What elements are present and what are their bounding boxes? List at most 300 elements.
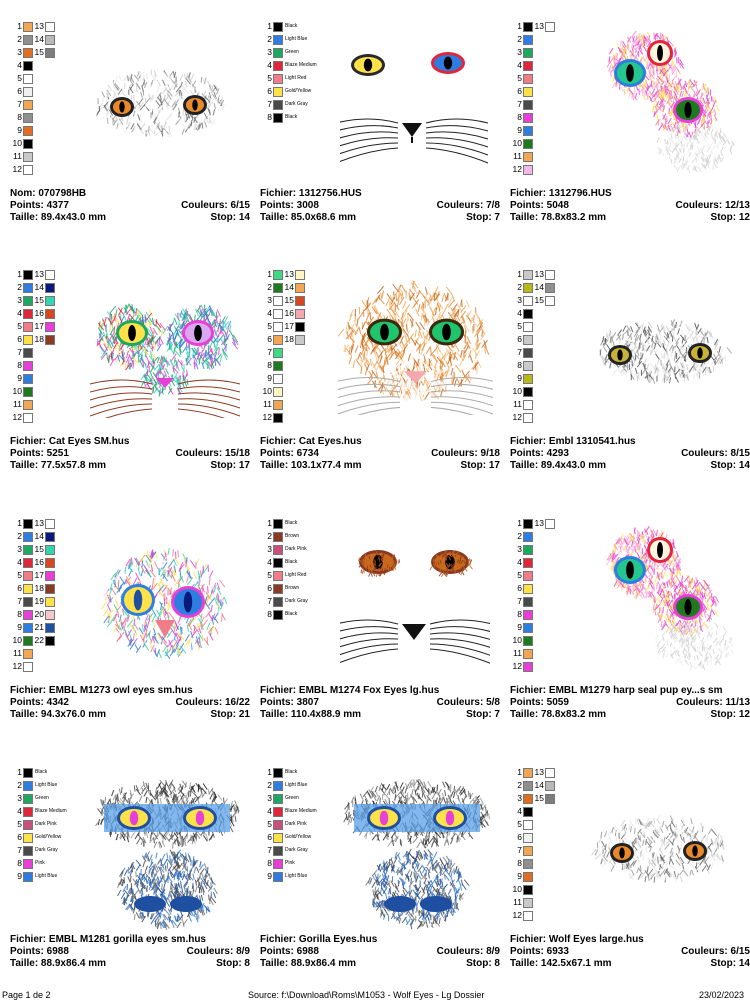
design-card[interactable] bbox=[510, 10, 750, 250]
thread-swatch bbox=[523, 571, 533, 581]
thread-swatch bbox=[273, 519, 283, 529]
thread-pair bbox=[283, 307, 305, 320]
thread-number: 4 bbox=[517, 308, 522, 318]
thread-number: 9 bbox=[17, 125, 22, 135]
thread-number: 10 bbox=[12, 138, 22, 148]
thread-swatch bbox=[545, 794, 555, 804]
thread-swatch bbox=[523, 35, 533, 45]
design-card[interactable] bbox=[260, 258, 505, 498]
thread-number: 14 bbox=[534, 282, 544, 292]
thread-row bbox=[10, 372, 55, 385]
thread-swatch bbox=[23, 833, 33, 843]
thread-swatch bbox=[23, 152, 33, 162]
thread-label: Dark Pink bbox=[35, 821, 57, 827]
thread-number: 6 bbox=[517, 86, 522, 96]
thread-swatch bbox=[523, 152, 533, 162]
design-info bbox=[10, 436, 250, 472]
thread-swatch bbox=[523, 794, 533, 804]
thread-row bbox=[510, 779, 555, 792]
size-row bbox=[510, 212, 750, 224]
thread-swatch bbox=[523, 610, 533, 620]
thread-swatch bbox=[523, 348, 533, 358]
stitch-points: Points: 6988 bbox=[260, 946, 319, 957]
thread-row bbox=[260, 333, 305, 346]
thread-row bbox=[260, 556, 308, 569]
thread-row bbox=[10, 85, 55, 98]
thread-swatch bbox=[523, 48, 533, 58]
thread-swatch bbox=[23, 296, 33, 306]
thread-row bbox=[10, 634, 55, 647]
design-card[interactable] bbox=[510, 507, 750, 747]
thread-row bbox=[10, 857, 67, 870]
thread-swatch bbox=[23, 165, 33, 175]
thread-swatch bbox=[273, 74, 283, 84]
thread-row bbox=[10, 72, 55, 85]
thread-row bbox=[510, 33, 555, 46]
thread-pair bbox=[33, 634, 55, 647]
thread-palette bbox=[10, 20, 55, 176]
thread-swatch bbox=[23, 387, 33, 397]
thread-number: 14 bbox=[534, 780, 544, 790]
thread-swatch bbox=[23, 623, 33, 633]
thread-swatch bbox=[23, 532, 33, 542]
thread-number: 12 bbox=[512, 910, 522, 920]
thread-number: 2 bbox=[267, 282, 272, 292]
thread-swatch bbox=[523, 768, 533, 778]
thread-palette bbox=[260, 20, 317, 124]
thread-number: 15 bbox=[34, 47, 44, 57]
thread-swatch bbox=[23, 872, 33, 882]
thread-palette bbox=[510, 20, 555, 176]
thread-row bbox=[10, 124, 55, 137]
thread-number: 3 bbox=[517, 544, 522, 554]
thread-swatch bbox=[273, 872, 283, 882]
file-name: Fichier: Cat Eyes SM.hus bbox=[10, 436, 130, 447]
thread-row bbox=[510, 398, 555, 411]
thread-swatch bbox=[45, 296, 55, 306]
thread-number: 3 bbox=[17, 295, 22, 305]
thread-swatch bbox=[23, 348, 33, 358]
thread-number: 8 bbox=[517, 858, 522, 868]
thread-swatch bbox=[45, 597, 55, 607]
file-name: Fichier: Gorilla Eyes.hus bbox=[260, 934, 378, 945]
thread-swatch bbox=[523, 859, 533, 869]
design-info bbox=[10, 188, 250, 224]
thread-number: 22 bbox=[34, 635, 44, 645]
thread-number: 4 bbox=[267, 806, 272, 816]
thread-number: 15 bbox=[284, 295, 294, 305]
thread-number: 7 bbox=[517, 99, 522, 109]
size-row bbox=[510, 709, 750, 721]
thread-swatch bbox=[523, 649, 533, 659]
design-info bbox=[510, 934, 750, 970]
thread-palette bbox=[260, 766, 317, 883]
thread-swatch bbox=[45, 270, 55, 280]
thread-pair bbox=[33, 320, 55, 333]
stitch-points: Points: 6933 bbox=[510, 946, 569, 957]
thread-pair bbox=[533, 20, 555, 33]
design-card[interactable] bbox=[510, 258, 750, 498]
thread-number: 5 bbox=[267, 819, 272, 829]
thread-number: 14 bbox=[34, 531, 44, 541]
thread-row bbox=[510, 163, 555, 176]
color-count: Couleurs: 6/15 bbox=[681, 946, 750, 957]
thread-swatch bbox=[523, 400, 533, 410]
thread-row bbox=[510, 543, 555, 556]
thread-swatch bbox=[545, 22, 555, 32]
thread-number: 8 bbox=[267, 360, 272, 370]
thread-row bbox=[10, 831, 67, 844]
thread-swatch bbox=[45, 571, 55, 581]
thread-swatch bbox=[523, 597, 533, 607]
thread-number: 10 bbox=[512, 138, 522, 148]
thread-row bbox=[260, 569, 308, 582]
thread-number: 2 bbox=[267, 780, 272, 790]
thread-swatch bbox=[23, 361, 33, 371]
thread-pair bbox=[533, 766, 555, 779]
thread-swatch bbox=[273, 296, 283, 306]
design-info bbox=[510, 188, 750, 224]
thread-number: 1 bbox=[267, 269, 272, 279]
thread-row bbox=[260, 608, 308, 621]
thread-row bbox=[260, 818, 317, 831]
design-card[interactable] bbox=[10, 507, 255, 747]
thread-row bbox=[510, 805, 555, 818]
size-row bbox=[10, 212, 250, 224]
thread-palette bbox=[510, 766, 555, 922]
file-name: Fichier: EMBL M1281 gorilla eyes sm.hus bbox=[10, 934, 206, 945]
thread-swatch bbox=[523, 413, 533, 423]
thread-row bbox=[10, 98, 55, 111]
thread-label: Pink bbox=[285, 860, 295, 866]
color-count: Couleurs: 8/15 bbox=[681, 448, 750, 459]
thread-palette bbox=[10, 268, 55, 424]
thread-number: 3 bbox=[17, 544, 22, 554]
thread-swatch bbox=[273, 571, 283, 581]
thread-swatch bbox=[523, 61, 533, 71]
thread-swatch bbox=[523, 100, 533, 110]
design-card[interactable] bbox=[10, 10, 255, 250]
thread-swatch bbox=[23, 400, 33, 410]
thread-number: 8 bbox=[517, 112, 522, 122]
thread-pair bbox=[33, 530, 55, 543]
thread-number: 5 bbox=[517, 570, 522, 580]
thread-swatch bbox=[45, 532, 55, 542]
color-count: Couleurs: 12/13 bbox=[675, 200, 750, 211]
thread-number: 7 bbox=[517, 347, 522, 357]
thread-swatch bbox=[273, 781, 283, 791]
thread-swatch bbox=[523, 662, 533, 672]
thread-number: 17 bbox=[34, 570, 44, 580]
design-size: Taille: 103.1x77.4 mm bbox=[260, 460, 362, 471]
thread-row bbox=[510, 660, 555, 673]
thread-row bbox=[510, 46, 555, 59]
design-card[interactable] bbox=[10, 756, 255, 996]
file-name: Fichier: 1312756.HUS bbox=[260, 188, 362, 199]
thread-number: 15 bbox=[34, 295, 44, 305]
thread-swatch bbox=[273, 610, 283, 620]
thread-swatch bbox=[23, 768, 33, 778]
thread-number: 9 bbox=[517, 125, 522, 135]
thread-row bbox=[260, 582, 308, 595]
thread-swatch bbox=[45, 584, 55, 594]
thread-palette bbox=[260, 517, 308, 621]
thread-swatch bbox=[23, 335, 33, 345]
thread-number: 13 bbox=[34, 269, 44, 279]
color-count: Couleurs: 8/9 bbox=[186, 946, 250, 957]
thread-row bbox=[510, 98, 555, 111]
thread-row bbox=[10, 398, 55, 411]
size-row bbox=[260, 460, 500, 472]
points-row bbox=[260, 448, 500, 460]
thread-row bbox=[10, 163, 55, 176]
thread-pair bbox=[533, 517, 555, 530]
thread-row bbox=[260, 346, 305, 359]
design-card[interactable] bbox=[260, 10, 505, 250]
thread-row bbox=[260, 792, 317, 805]
thread-swatch bbox=[45, 48, 55, 58]
thread-number: 4 bbox=[267, 60, 272, 70]
thread-row bbox=[260, 831, 317, 844]
thread-row bbox=[510, 857, 555, 870]
thread-swatch bbox=[23, 519, 33, 529]
thread-number: 9 bbox=[17, 373, 22, 383]
thread-row bbox=[510, 818, 555, 831]
thread-label: Light Red bbox=[285, 572, 307, 578]
embroidery-preview bbox=[90, 50, 240, 160]
thread-swatch bbox=[523, 335, 533, 345]
thread-row bbox=[10, 517, 55, 530]
thread-label: Green bbox=[285, 49, 299, 55]
thread-row bbox=[510, 85, 555, 98]
thread-swatch bbox=[23, 584, 33, 594]
thread-number: 6 bbox=[17, 832, 22, 842]
thread-row bbox=[510, 647, 555, 660]
thread-label: Brown bbox=[285, 585, 300, 591]
design-card[interactable] bbox=[510, 756, 750, 996]
thread-number: 18 bbox=[34, 334, 44, 344]
design-size: Taille: 78.8x83.2 mm bbox=[510, 709, 606, 720]
thread-swatch bbox=[23, 61, 33, 71]
thread-swatch bbox=[523, 74, 533, 84]
thread-number: 5 bbox=[267, 570, 272, 580]
thread-row bbox=[260, 33, 317, 46]
thread-row bbox=[10, 805, 67, 818]
design-info bbox=[260, 188, 500, 224]
thread-number: 4 bbox=[17, 806, 22, 816]
thread-row bbox=[10, 569, 55, 582]
thread-row bbox=[510, 634, 555, 647]
thread-row bbox=[10, 647, 55, 660]
embroidery-preview bbox=[590, 796, 740, 906]
thread-row bbox=[260, 411, 305, 424]
thread-row bbox=[510, 556, 555, 569]
print-date: 23/02/2023 bbox=[698, 990, 744, 1000]
thread-number: 2 bbox=[17, 282, 22, 292]
thread-swatch bbox=[23, 139, 33, 149]
thread-number: 12 bbox=[512, 412, 522, 422]
thread-number: 12 bbox=[512, 661, 522, 671]
thread-swatch bbox=[45, 610, 55, 620]
thread-number: 17 bbox=[284, 321, 294, 331]
thread-pair bbox=[33, 333, 55, 346]
thread-number: 11 bbox=[513, 399, 522, 409]
file-name: Fichier: EMBL M1279 harp seal pup ey...s sm bbox=[510, 685, 723, 696]
thread-number: 1 bbox=[517, 767, 522, 777]
size-row bbox=[10, 958, 250, 970]
thread-swatch bbox=[45, 335, 55, 345]
design-card[interactable] bbox=[260, 756, 505, 996]
thread-number: 5 bbox=[17, 73, 22, 83]
thread-number: 7 bbox=[17, 99, 22, 109]
thread-number: 4 bbox=[17, 308, 22, 318]
design-size: Taille: 89.4x43.0 mm bbox=[10, 212, 106, 223]
thread-swatch bbox=[273, 820, 283, 830]
thread-palette bbox=[510, 517, 555, 673]
size-row bbox=[10, 709, 250, 721]
thread-swatch bbox=[45, 519, 55, 529]
thread-number: 14 bbox=[34, 282, 44, 292]
thread-row bbox=[510, 124, 555, 137]
thread-swatch bbox=[523, 126, 533, 136]
thread-swatch bbox=[273, 584, 283, 594]
thread-swatch bbox=[23, 558, 33, 568]
thread-row bbox=[260, 805, 317, 818]
thread-number: 13 bbox=[534, 767, 544, 777]
thread-row bbox=[510, 137, 555, 150]
thread-number: 7 bbox=[17, 596, 22, 606]
thread-number: 6 bbox=[17, 334, 22, 344]
thread-number: 2 bbox=[17, 780, 22, 790]
design-card[interactable] bbox=[260, 507, 505, 747]
file-name: Nom: 070798HB bbox=[10, 188, 87, 199]
thread-swatch bbox=[273, 87, 283, 97]
thread-swatch bbox=[23, 794, 33, 804]
thread-number: 1 bbox=[517, 21, 522, 31]
thread-swatch bbox=[23, 374, 33, 384]
design-size: Taille: 88.9x86.4 mm bbox=[260, 958, 356, 969]
thread-pair bbox=[33, 595, 55, 608]
thread-row bbox=[10, 46, 55, 59]
thread-number: 15 bbox=[34, 544, 44, 554]
thread-swatch bbox=[523, 532, 533, 542]
thread-row bbox=[510, 20, 555, 33]
thread-swatch bbox=[273, 348, 283, 358]
thread-pair bbox=[533, 281, 555, 294]
thread-number: 12 bbox=[12, 412, 22, 422]
thread-swatch bbox=[23, 22, 33, 32]
thread-number: 7 bbox=[517, 596, 522, 606]
thread-swatch bbox=[23, 270, 33, 280]
design-size: Taille: 85.0x68.6 mm bbox=[260, 212, 356, 223]
thread-swatch bbox=[45, 309, 55, 319]
thread-number: 3 bbox=[517, 47, 522, 57]
thread-number: 6 bbox=[267, 86, 272, 96]
thread-number: 16 bbox=[34, 557, 44, 567]
thread-row bbox=[10, 20, 55, 33]
thread-row bbox=[10, 818, 67, 831]
thread-swatch bbox=[295, 322, 305, 332]
thread-number: 19 bbox=[34, 596, 44, 606]
design-size: Taille: 78.8x83.2 mm bbox=[510, 212, 606, 223]
thread-row bbox=[260, 543, 308, 556]
thread-number: 10 bbox=[12, 386, 22, 396]
thread-number: 5 bbox=[517, 73, 522, 83]
thread-swatch bbox=[523, 898, 533, 908]
thread-row bbox=[260, 320, 305, 333]
thread-row bbox=[10, 779, 67, 792]
thread-pair bbox=[33, 621, 55, 634]
thread-swatch bbox=[45, 545, 55, 555]
thread-number: 11 bbox=[13, 151, 22, 161]
thread-number: 10 bbox=[512, 635, 522, 645]
thread-number: 12 bbox=[12, 164, 22, 174]
stop-count: Stop: 8 bbox=[216, 958, 250, 969]
file-name: Fichier: Embl 1310541.hus bbox=[510, 436, 636, 447]
thread-number: 6 bbox=[267, 583, 272, 593]
thread-number: 8 bbox=[517, 360, 522, 370]
thread-row bbox=[510, 268, 555, 281]
thread-number: 13 bbox=[534, 269, 544, 279]
size-row bbox=[10, 460, 250, 472]
thread-swatch bbox=[273, 846, 283, 856]
design-size: Taille: 142.5x67.1 mm bbox=[510, 958, 612, 969]
thread-swatch bbox=[545, 296, 555, 306]
thread-row bbox=[510, 150, 555, 163]
thread-label: Dark Gray bbox=[285, 847, 308, 853]
thread-number: 8 bbox=[17, 360, 22, 370]
thread-row bbox=[510, 346, 555, 359]
thread-swatch bbox=[523, 283, 533, 293]
file-name: Fichier: Wolf Eyes large.hus bbox=[510, 934, 644, 945]
thread-swatch bbox=[23, 35, 33, 45]
thread-label: Green bbox=[35, 795, 49, 801]
thread-row bbox=[260, 530, 308, 543]
thread-row bbox=[260, 517, 308, 530]
design-card[interactable] bbox=[10, 258, 255, 498]
design-info bbox=[260, 934, 500, 970]
thread-swatch bbox=[273, 22, 283, 32]
thread-number: 7 bbox=[267, 347, 272, 357]
thread-swatch bbox=[23, 649, 33, 659]
thread-row bbox=[10, 530, 55, 543]
thread-pair bbox=[33, 543, 55, 556]
thread-label: Black bbox=[285, 520, 298, 526]
embroidery-preview bbox=[342, 776, 492, 931]
thread-label: Dark Gray bbox=[285, 598, 308, 604]
thread-number: 6 bbox=[517, 832, 522, 842]
thread-number: 10 bbox=[262, 386, 272, 396]
thread-pair bbox=[283, 333, 305, 346]
points-row bbox=[260, 200, 500, 212]
thread-number: 10 bbox=[512, 884, 522, 894]
thread-number: 1 bbox=[267, 21, 272, 31]
thread-row bbox=[260, 766, 317, 779]
thread-row bbox=[510, 909, 555, 922]
thread-pair bbox=[33, 582, 55, 595]
thread-swatch bbox=[273, 61, 283, 71]
stop-count: Stop: 14 bbox=[710, 958, 750, 969]
thread-label: Blaze Medium bbox=[285, 62, 317, 68]
thread-row bbox=[10, 294, 55, 307]
color-count: Couleurs: 11/13 bbox=[676, 697, 750, 708]
file-name: Fichier: EMBL M1274 Fox Eyes lg.hus bbox=[260, 685, 440, 696]
thread-swatch bbox=[23, 545, 33, 555]
stitch-points: Points: 5048 bbox=[510, 200, 569, 211]
thread-swatch bbox=[295, 283, 305, 293]
points-row bbox=[510, 448, 750, 460]
embroidery-preview bbox=[90, 288, 240, 418]
